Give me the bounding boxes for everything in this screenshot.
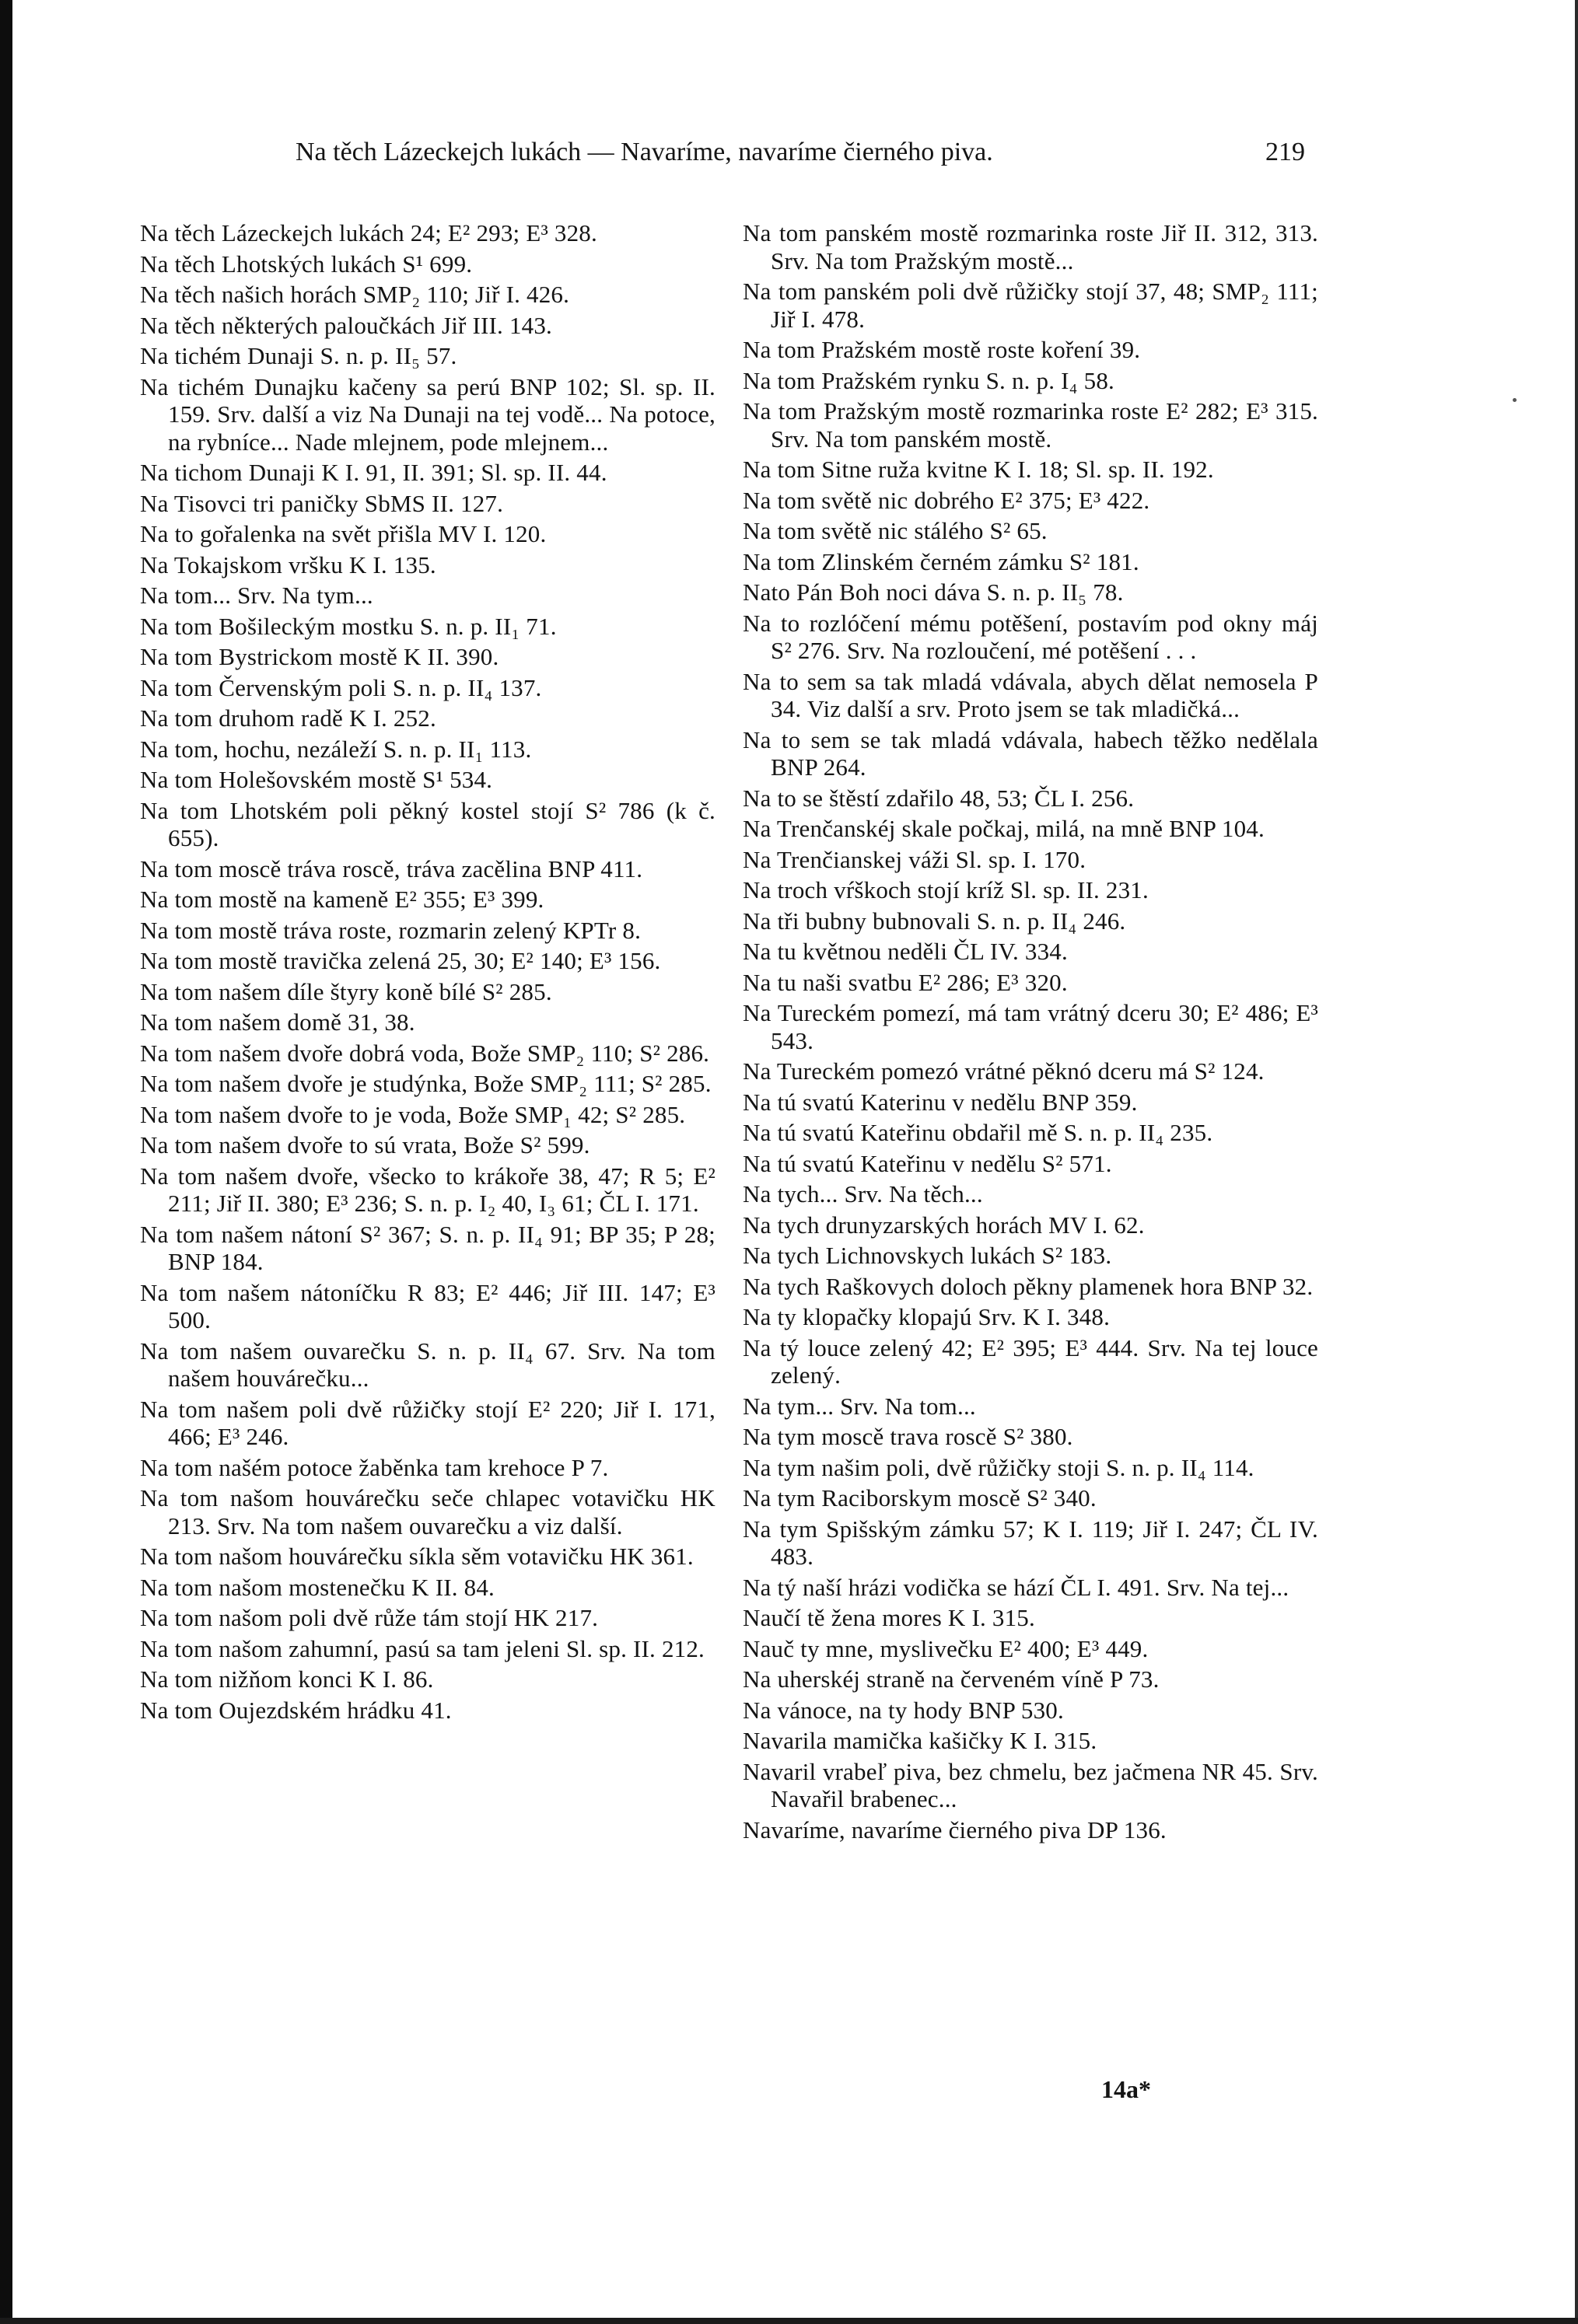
index-entry: Na tom našem ouvarečku S. n. p. II₄ 67. Srv. Na tom našem houvárečku... — [140, 1337, 716, 1392]
index-entry: Nauč ty mne, myslivečku E² 400; E³ 449. — [743, 1634, 1149, 1662]
index-entry: Na vánoce, na ty hody BNP 530. — [743, 1696, 1064, 1724]
right-column — [743, 219, 1318, 1847]
page-edge-bottom — [0, 2318, 1578, 2324]
index-entry: Na těch Lázeckejch lukách 24; E² 293; E³ 328. — [140, 219, 597, 246]
index-entry: Na tym Spišským zámku 57; K I. 119; Jiř I. 247; ČL IV. 483. — [743, 1515, 1318, 1570]
index-entry: Na tom našem dvoře dobrá voda, Bože SMP₂ 110; S² 286. — [140, 1039, 710, 1067]
index-entry: Na tom Pražském mostě roste koření 39. — [743, 336, 1141, 363]
index-entry: Na ty klopačky klopajú Srv. K I. 348. — [743, 1303, 1111, 1330]
index-entry: Na tom Červenským poli S. n. p. II₄ 137. — [140, 673, 542, 701]
index-entry: Na tym moscě trava roscě S² 380. — [743, 1423, 1073, 1450]
index-entry: Na Tokajskom vršku K I. 135. — [140, 550, 436, 578]
index-entry: Na tych Raškovych doloch pěkny plamenek hora BNP 32. — [743, 1272, 1314, 1300]
index-entry: Na tu květnou neděli ČL IV. 334. — [743, 938, 1068, 965]
index-entry: Na tom mostě travička zelená 25, 30; E² 140; E³ 156. — [140, 947, 661, 974]
index-entry: Na tom našem nátoníčku R 83; E² 446; Jiř III. 147; E³ 500. — [140, 1278, 716, 1333]
index-entry: Na tom panském poli dvě růžičky stojí 37, 48; SMP₂ 111; Jiř I. 478. — [743, 278, 1318, 333]
signature-mark: 14a* — [1101, 2075, 1151, 2103]
index-entry: Navarila mamička kašičky K I. 315. — [743, 1727, 1097, 1754]
index-entry: Nato Pán Boh noci dáva S. n. p. II₅ 78. — [743, 578, 1124, 606]
left-column — [140, 219, 716, 1727]
index-entry: Na tom našom poli dvě růže tám stojí HK 217. — [140, 1604, 599, 1631]
index-entry: Na tym našim poli, dvě růžičky stoji S. n. p. II₄ 114. — [743, 1453, 1254, 1481]
index-entry: Na tom mostě tráva roste, rozmarin zelený KPTr 8. — [140, 916, 642, 944]
index-entry: Na tý louce zelený 42; E² 395; E³ 444. Srv. Na tej louce zelený. — [743, 1333, 1318, 1389]
index-entry: Na tom našem díle štyry koně bílé S² 285. — [140, 977, 552, 1005]
index-entry: Na tom našom zahumní, pasú sa tam jeleni Sl. sp. II. 212. — [140, 1634, 705, 1662]
index-entry: Na tom Holešovském mostě S¹ 534. — [140, 766, 493, 793]
index-entry: Na to sem se tak mladá vdávala, habech těžko nedělala BNP 264. — [743, 725, 1318, 781]
index-entry: Na tom Pražském rynku S. n. p. I₄ 58. — [743, 366, 1114, 394]
index-entry: Na tom našem poli dvě růžičky stojí E² 220; Jiř I. 171, 466; E³ 246. — [140, 1395, 716, 1450]
index-entry: Na Tisovci tri paničky SbMS II. 127. — [140, 489, 504, 517]
print-speck — [1513, 398, 1517, 402]
index-entry: Na tom našém potoce žaběnka tam krehoce P 7. — [140, 1453, 609, 1481]
index-entry: Na tom našom mostenečku K II. 84. — [140, 1573, 495, 1601]
index-entry: Na tom... Srv. Na tym... — [140, 582, 373, 609]
running-head: Na těch Lázeckejch lukách — Navaríme, navaríme čierného piva. — [296, 138, 993, 166]
index-entry: Na tom mostě na kameně E² 355; E³ 399. — [140, 886, 544, 913]
index-entry: Na tom našem dvoře je studýnka, Bože SMP₂ 111; S² 285. — [140, 1070, 712, 1097]
index-entry: Na tú svatú Katerinu v nedělu BNP 359. — [743, 1088, 1138, 1116]
page-edge-right — [1575, 0, 1578, 2324]
index-entry: Navaril vrabeľ piva, bez chmelu, bez jačmena NR 45. Srv. Navařil brabenec... — [743, 1757, 1318, 1812]
index-entry: Na tom světě nic dobrého E² 375; E³ 422. — [743, 486, 1150, 514]
index-entry: Na tom moscě tráva roscě, tráva zacělina BNP 411. — [140, 854, 643, 882]
index-entry: Na troch vŕškoch stojí kríž Sl. sp. II. 231. — [743, 876, 1149, 903]
index-entry: Na těch našich horách SMP₂ 110; Jiř I. 426. — [140, 281, 570, 308]
index-entry: Na tom Zlinském černém zámku S² 181. — [743, 547, 1139, 575]
index-entry: Na tom našem dvoře to sú vrata, Bože S² 599. — [140, 1131, 590, 1159]
index-entry: Na tych... Srv. Na těch... — [743, 1180, 983, 1207]
index-entry: Na tom Bošileckým mostku S. n. p. II₁ 71. — [140, 612, 557, 640]
page-number: 219 — [1265, 138, 1305, 166]
index-entry: Na tom našom houvárečku síkla sěm votavičku HK 361. — [140, 1543, 694, 1570]
index-entry: Na tom našom houvárečku seče chlapec votavičku HK 213. Srv. Na tom našem ouvarečku a viz další. — [140, 1484, 716, 1539]
index-entry: Na tú svatú Kateřinu v nedělu S² 571. — [743, 1149, 1112, 1177]
index-entry: Na Tureckém pomezí, má tam vrátný dceru 30; E² 486; E³ 543. — [743, 999, 1318, 1054]
index-entry: Na tym Raciborskym moscě S² 340. — [743, 1484, 1097, 1511]
index-entry: Na tom Pražským mostě rozmarinka roste E² 282; E³ 315. Srv. Na tom panském mostě. — [743, 397, 1318, 453]
index-entry: Na tom Sitne ruža kvitne K I. 18; Sl. sp. II. 192. — [743, 456, 1214, 483]
index-entry: Navaríme, navaríme čierného piva DP 136. — [743, 1816, 1167, 1843]
index-entry: Na tom našem domě 31, 38. — [140, 1008, 415, 1036]
index-entry: Na tichom Dunaji K I. 91, II. 391; Sl. sp. II. 44. — [140, 459, 607, 486]
index-entry: Na to rozlóčení mému potěšení, postavím pod okny máj S² 276. Srv. Na rozloučení, mé potěšení . . . — [743, 609, 1318, 664]
index-entry: Na to sem sa tak mladá vdávala, abych dělat nemosela P 34. Viz další a srv. Proto jsem se tak mladičká... — [743, 667, 1318, 722]
index-entry: Na tý naší hrázi vodička se hází ČL I. 491. Srv. Na tej... — [743, 1573, 1289, 1601]
index-entry: Na tom panském mostě rozmarinka roste Jiř II. 312, 313. Srv. Na tom Pražským mostě... — [743, 219, 1318, 274]
index-entry: Na tom světě nic stálého S² 65. — [743, 517, 1048, 544]
index-entry: Na tom Bystrickom mostě K II. 390. — [140, 643, 499, 670]
index-entry: Naučí tě žena mores K I. 315. — [743, 1604, 1035, 1631]
index-entry: Na tři bubny bubnovali S. n. p. II₄ 246. — [743, 907, 1126, 935]
index-entry: Na těch Lhotských lukách S¹ 699. — [140, 250, 473, 278]
index-entry: Na tom Lhotském poli pěkný kostel stojí S² 786 (k č. 655). — [140, 796, 716, 851]
index-entry: Na tom druhom radě K I. 252. — [140, 704, 436, 732]
index-entry: Na uherskéj straně na červeném víně P 73. — [743, 1665, 1160, 1693]
index-entry: Na tom Oujezdském hrádku 41. — [140, 1696, 452, 1724]
index-entry: Na to gořalenka na svět přišla MV I. 120. — [140, 520, 547, 547]
index-entry: Na Trenčanskéj skale počkaj, milá, na mně BNP 104. — [743, 815, 1265, 842]
index-entry: Na tom nižňom konci K I. 86. — [140, 1665, 434, 1693]
index-entry: Na tom našem dvoře to je voda, Bože SMP₁ 42; S² 285. — [140, 1100, 686, 1128]
index-entry: Na tu naši svatbu E² 286; E³ 320. — [743, 968, 1068, 996]
index-entry: Na tom, hochu, nezáleží S. n. p. II₁ 113. — [140, 735, 532, 763]
page-edge-left — [0, 0, 12, 2324]
index-entry: Na to se štěstí zdařilo 48, 53; ČL I. 256. — [743, 784, 1135, 812]
index-entry: Na tichém Dunajku kačeny sa perú BNP 102; Sl. sp. II. 159. Srv. další a viz Na Dunaji na tej vodě... Na potoce, na rybníce... Nade mlejnem, pode mlejnem... — [140, 372, 716, 456]
index-entry: Na tom našem dvoře, všecko to krákoře 38, 47; R 5; E² 211; Jiř II. 380; E³ 236; S. n. p. I₂ 40, I₃ 61; ČL I. 171. — [140, 1162, 716, 1217]
index-entry: Na tych drunyzarských horách MV I. 62. — [743, 1211, 1145, 1239]
index-entry: Na tom našem nátoní S² 367; S. n. p. II₄ 91; BP 35; P 28; BNP 184. — [140, 1220, 716, 1275]
index-entry: Na tych Lichnovskych lukách S² 183. — [743, 1242, 1112, 1269]
index-entry: Na těch některých paloučkách Jiř III. 143. — [140, 311, 553, 339]
index-entry: Na tichém Dunaji S. n. p. II₅ 57. — [140, 342, 457, 369]
index-entry: Na Trenčianskej váži Sl. sp. I. 170. — [743, 845, 1086, 873]
index-entry: Na tym... Srv. Na tom... — [743, 1392, 976, 1420]
index-entry: Na tú svatú Kateřinu obdařil mě S. n. p. II₄ 235. — [743, 1119, 1213, 1146]
index-entry: Na Tureckém pomezó vrátné pěknó dceru má S² 124. — [743, 1057, 1265, 1085]
